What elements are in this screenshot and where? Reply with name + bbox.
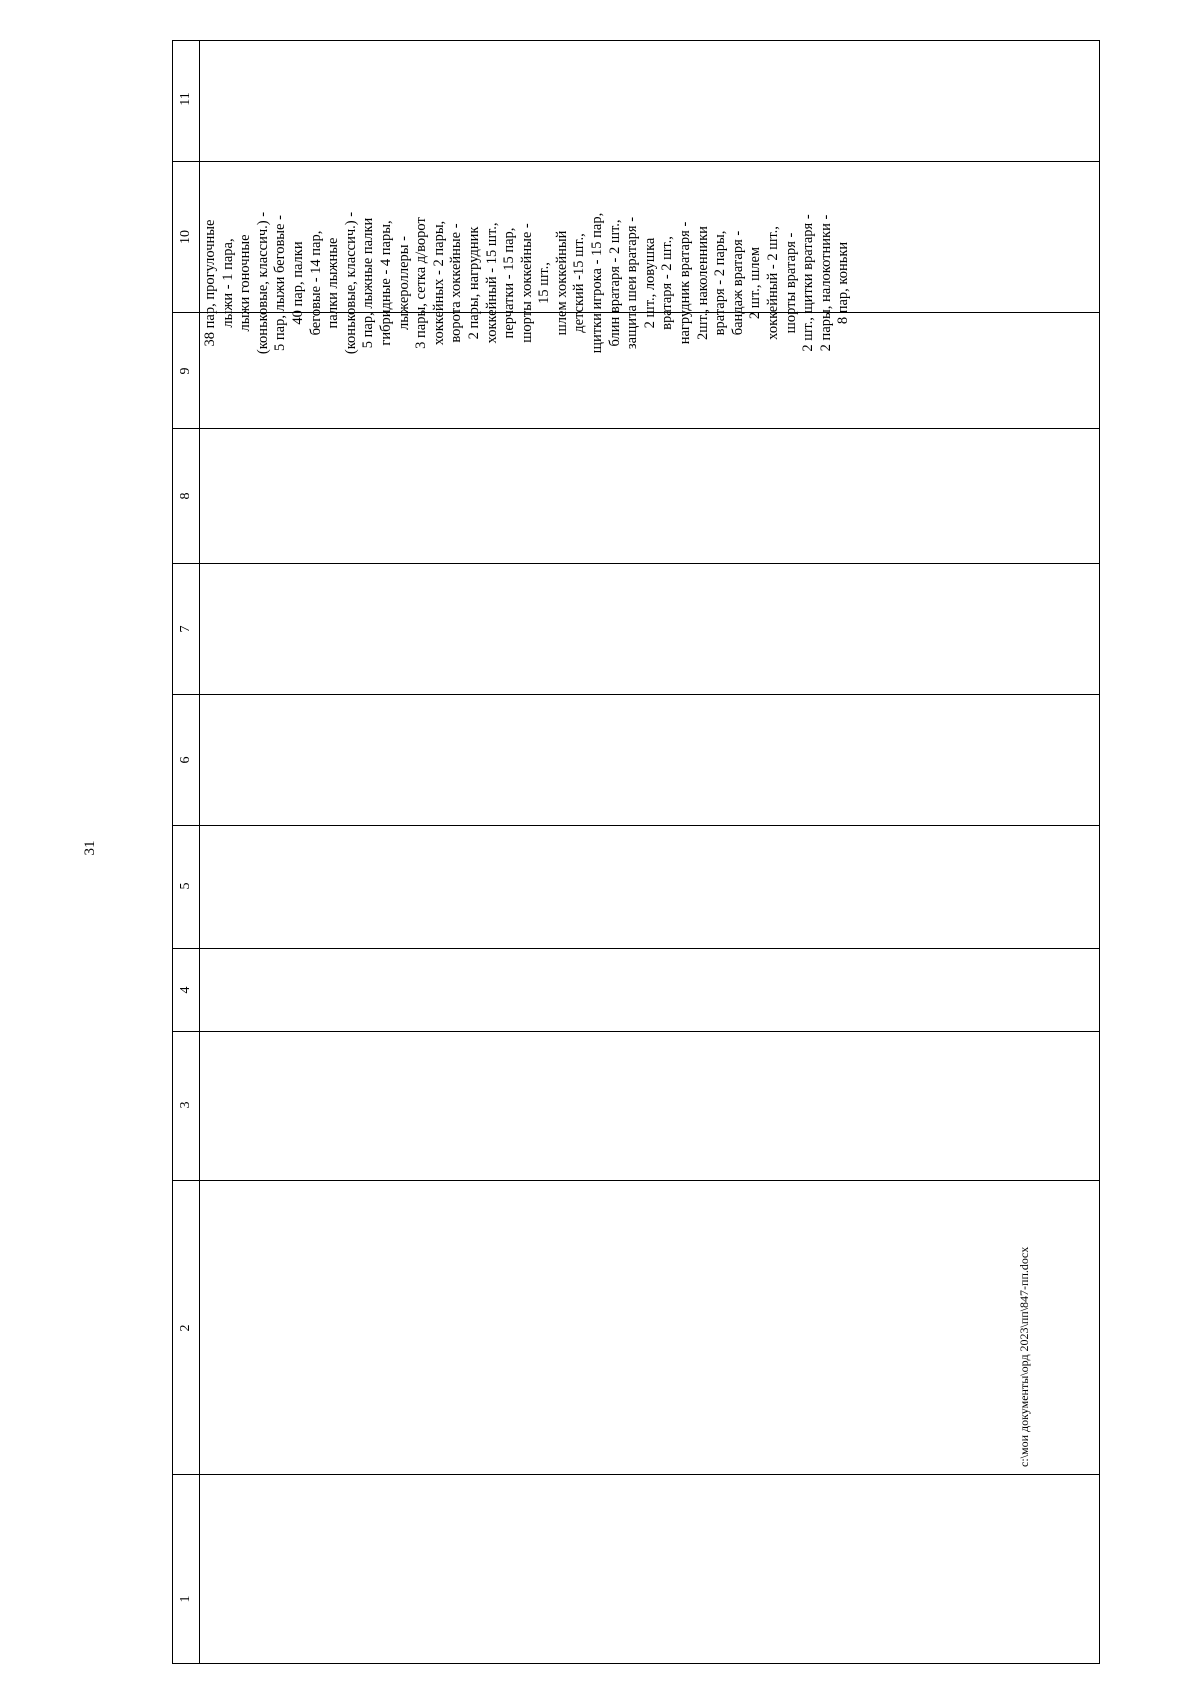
column-divider xyxy=(173,694,1099,695)
column-header-2: 2 xyxy=(178,1324,193,1332)
page-number: 31 xyxy=(82,840,98,856)
column-header-11: 11 xyxy=(178,92,193,106)
column-header-6: 6 xyxy=(178,756,193,764)
column-header-8: 8 xyxy=(178,492,193,500)
column-divider xyxy=(173,161,1099,162)
column-divider xyxy=(173,1180,1099,1181)
column-header-1: 1 xyxy=(178,1595,193,1603)
column-divider xyxy=(173,1031,1099,1032)
column-header-4: 4 xyxy=(178,986,193,994)
column-header-5: 5 xyxy=(178,882,193,890)
column-divider xyxy=(173,428,1099,429)
column10-cell-text: 38 пар, прогулочные лыжи - 1 пара, лыжи гоночные (коньковые, классич.) - 5 пар, лыжи беговые - 40 пар, палки беговые - 14 пар, палки лыжные (коньковые, классич.) - 5 пар, лыжные палки гибридные - 4 пары, лыжероллеры - 3 пары, сетка д/ворот хоккейных - 2 пары, ворота хоккейные - 2 пары, нагрудник хоккейный - 15 шт., перчатки - 15 пар, шорты хоккейные - 15 шт., шлем хоккейный детский -15 шт., щитки игрока - 15 пар, блин вратаря - 2 шт., защита шеи вратаря - 2 шт., ловушка вратаря - 2 шт., нагрудник вратаря - 2шт., наколенники вратаря - 2 пары, бандаж вратаря - 2 шт., шлем хоккейный - 2 шт., шорты вратаря - 2 шт., щитки вратаря - 2 пары, налокотники - 8 пар, коньки xyxy=(202,211,852,355)
column-divider xyxy=(173,563,1099,564)
column-header-10: 10 xyxy=(178,230,193,244)
column-header-3: 3 xyxy=(178,1101,193,1109)
column-divider xyxy=(173,948,1099,949)
column-divider xyxy=(173,1474,1099,1475)
column-header-7: 7 xyxy=(178,625,193,633)
file-path-footer: c:\мои документы\орд 2023\пп\847-пп.docx xyxy=(1017,1246,1031,1467)
column-header-9: 9 xyxy=(178,367,193,375)
column-header-strip xyxy=(173,41,200,1663)
column-divider xyxy=(173,825,1099,826)
